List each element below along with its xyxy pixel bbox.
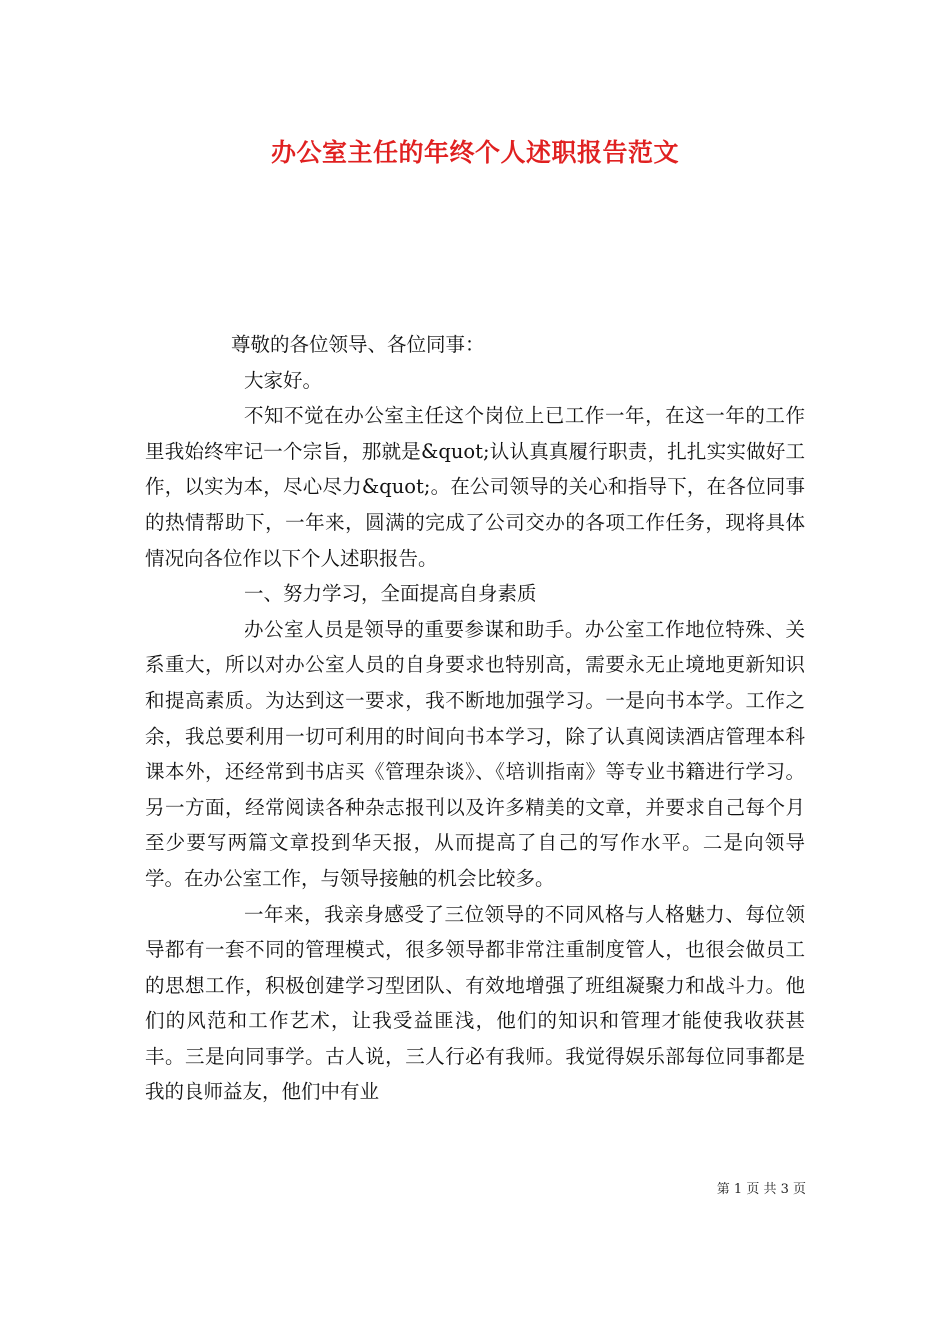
page-number: 第 1 页 共 3 页 — [716, 1182, 806, 1197]
section-heading-1: 一、努力学习，全面提高自身素质 — [244, 582, 537, 606]
document-title: 办公室主任的年终个人述职报告范文 — [270, 138, 679, 167]
paragraph-study: 办公室人员是领导的重要参谋和助手。办公室工作地位特殊、关系重大，所以对办公室人员的自身要求也特别高，需要永无止境地更新知识和提高素质。为达到这一要求，我不断地加强学习。一是向书本学。工作之余，我总要利用一切可利用的时间向书本学习，除了认真阅读酒店管理本科课本外，还经常到书店买《管理杂谈》、《培训指南》等专业书籍进行学习。另一方面，经常阅读各种杂志报刊以及许多精美的文章，并要求自己每个月至少要写两篇文章投到华天报，从而提高了自己的写作水平。二是向领导学。在办公室工作，与领导接触的机会比较多。 — [145, 617, 805, 890]
paragraph-intro: 不知不觉在办公室主任这个岗位上已工作一年，在这一年的工作里我始终牢记一个宗旨，那就是&quot;认认真真履行职责，扎扎实实做好工作，以实为本，尽心尽力&quot;。在公司领导的关心和指导下，在各位同事的热情帮助下，一年来，圆满的完成了公司交办的各项工作任务，现将具体情况向各位作以下个人述职报告。 — [145, 404, 805, 570]
paragraph-leaders: 一年来，我亲身感受了三位领导的不同风格与人格魅力、每位领导都有一套不同的管理模式，很多领导都非常注重制度管人，也很会做员工的思想工作，积极创建学习型团队、有效地增强了班组凝聚力和战斗力。他们的风范和工作艺术，让我受益匪浅，他们的知识和管理才能使我收获甚丰。三是向同事学。古人说，三人行必有我师。我觉得娱乐部每位同事都是我的良师益友，他们中有业 — [145, 902, 805, 1104]
greeting: 大家好。 — [244, 368, 323, 392]
document-body — [145, 327, 805, 1110]
salutation: 尊敬的各位领导、各位同事： — [231, 333, 485, 356]
